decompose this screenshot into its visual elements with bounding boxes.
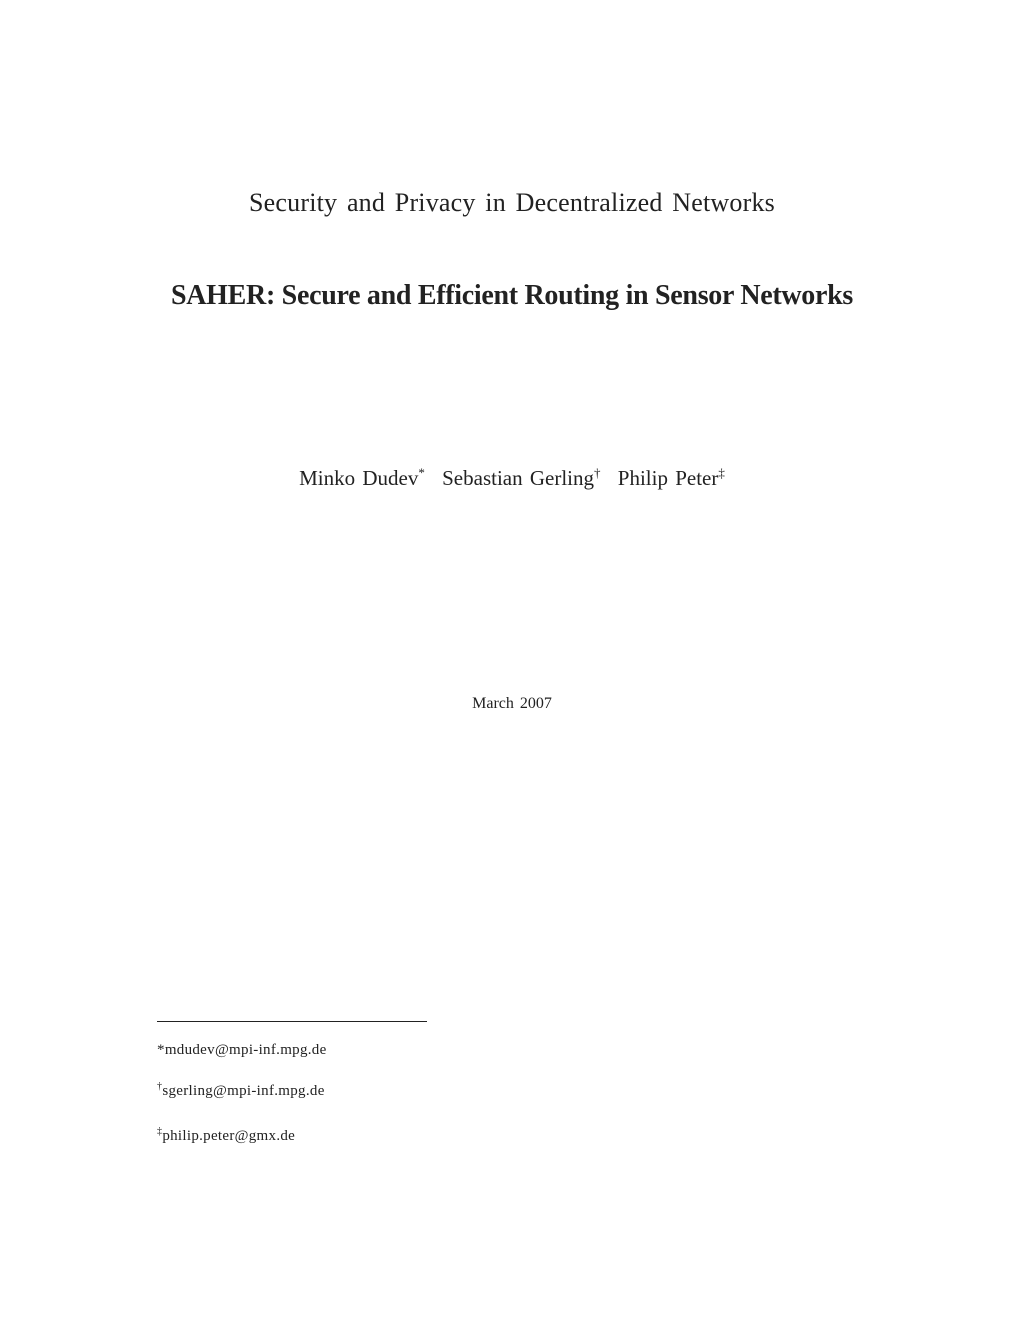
author-sebastian-gerling xyxy=(442,466,600,491)
email-link[interactable]: philip.peter@gmx.de xyxy=(162,1128,296,1144)
footnote-email-gerling xyxy=(157,1083,325,1100)
author-name: Minko Dudev xyxy=(299,466,419,490)
author-minko-dudev xyxy=(299,466,425,491)
author-name: Sebastian Gerling xyxy=(442,466,595,490)
email-link[interactable]: sgerling@mpi-inf.mpg.de xyxy=(162,1083,325,1099)
course-name: Security and Privacy in Decentralized Networks xyxy=(249,188,775,217)
footnote-mark: * xyxy=(157,1042,165,1058)
paper-title: SAHER: Secure and Efficient Routing in Sensor Networks xyxy=(170,280,854,311)
footnote-email-peter xyxy=(157,1128,295,1145)
publication-date: March 2007 xyxy=(472,695,552,712)
footnote-email-dudev xyxy=(157,1042,327,1059)
footnote-mark: † xyxy=(157,1081,163,1092)
author-philip-peter xyxy=(618,466,725,491)
email-link[interactable]: mdudev@mpi-inf.mpg.de xyxy=(164,1042,327,1058)
footnote-marker: ‡ xyxy=(718,465,725,480)
footnote-marker: † xyxy=(594,465,601,480)
footnote-divider xyxy=(157,1021,427,1022)
footnote-mark: ‡ xyxy=(157,1126,163,1137)
author-name: Philip Peter xyxy=(617,466,719,490)
footnote-marker: * xyxy=(418,465,425,480)
author-list xyxy=(0,466,1024,491)
